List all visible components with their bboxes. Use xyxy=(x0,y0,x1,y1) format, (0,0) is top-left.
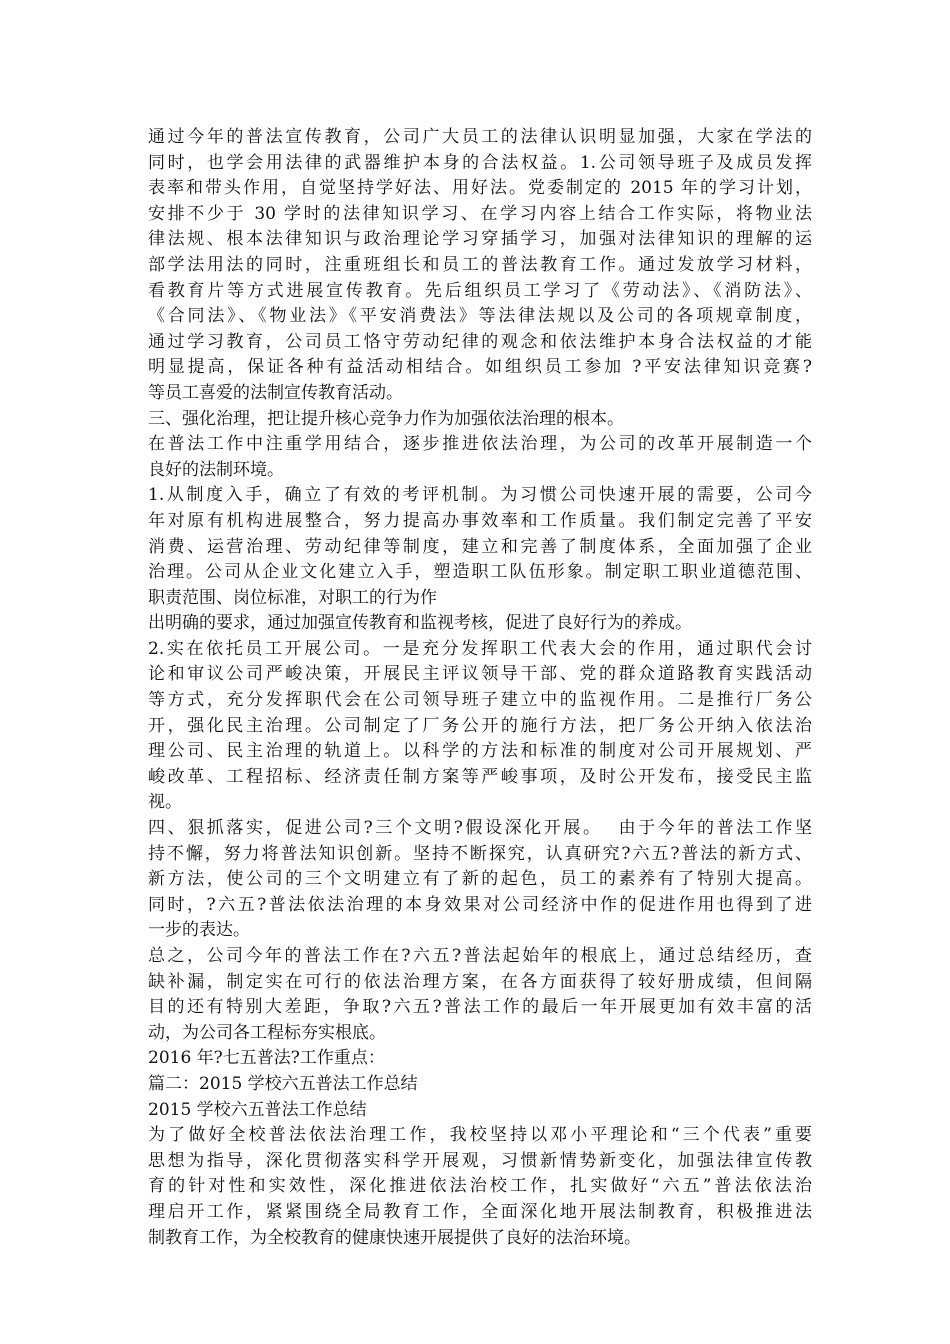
text-line: 三、强化治理，把让提升核心竞争力作为加强依法治理的根本。 xyxy=(148,408,624,429)
text-line: 1.从制度入手，确立了有效的考评机制。为习惯公司快速开展的需要，公司今 xyxy=(148,485,812,506)
text-line: 2016 年?七五普法?工作重点： xyxy=(148,1048,385,1069)
text-line: 篇二：2015 学校六五普法工作总结 xyxy=(148,1073,418,1094)
text-line: 视。 xyxy=(148,792,182,813)
text-line: 等方式，充分发挥职代会在公司领导班子建立中的监视作用。二是推行厂务公 xyxy=(148,690,812,711)
text-line: 《合同法》、《物业法》《平安消费法》等法律法规以及公司的各项规章制度， xyxy=(148,306,812,327)
text-line: 职责范围、岗位标准，对职工的行为作 xyxy=(148,587,437,608)
text-line: 律法规、根本法律知识与政治理论学习穿插学习，加强对法律知识的理解的运 xyxy=(148,229,812,250)
text-line: 育的针对性和实效性，深化推进依法治校工作，扎实做好“六五”普法依法治 xyxy=(148,1176,812,1197)
text-line: 表率和带头作用，自觉坚持学好法、用好法。党委制定的 2015 年的学习计划， xyxy=(148,178,812,199)
text-line: 制教育工作，为全校教育的健康快速开展提供了良好的法治环境。 xyxy=(148,1227,641,1248)
text-line: 开，强化民主治理。公司制定了厂务公开的施行方法，把厂务公开纳入依法治 xyxy=(148,715,812,736)
text-line: 四、狠抓落实，促进公司?三个文明?假设深化开展。 由于今年的普法工作坚 xyxy=(148,818,812,839)
text-line: 同时，也学会用法律的武器维护本身的合法权益。1.公司领导班子及成员发挥 xyxy=(148,152,812,173)
text-line: 明显提高，保证各种有益活动相结合。如组织员工参加 ?平安法律知识竞赛? xyxy=(148,357,812,378)
text-line: 出明确的要求，通过加强宣传教育和监视考核，促进了良好行为的养成。 xyxy=(148,613,692,634)
text-line: 峻改革、工程招标、经济责任制方案等严峻事项，及时公开发布，接受民主监 xyxy=(148,766,812,787)
text-line: 理启开工作，紧紧围绕全局教育工作，全面深化地开展法制教育，积极推进法 xyxy=(148,1201,812,1222)
text-line: 看教育片等方式进展宣传教育。先后组织员工学习了《劳动法》、《消防法》、 xyxy=(148,280,812,301)
text-line: 在普法工作中注重学用结合，逐步推进依法治理，为公司的改革开展制造一个 xyxy=(148,434,812,455)
text-line: 年对原有机构进展整合，努力提高办事效率和工作质量。我们制定完善了平安 xyxy=(148,510,812,531)
text-line: 2015 学校六五普法工作总结 xyxy=(148,1099,367,1120)
text-line: 论和审议公司严峻决策，开展民主评议领导干部、党的群众道路教育实践活动 xyxy=(148,664,812,685)
text-line: 一步的表达。 xyxy=(148,920,250,941)
text-line: 目的还有特别大差距，争取?六五?普法工作的最后一年开展更加有效丰富的活 xyxy=(148,997,812,1018)
text-line: 2.实在依托员工开展公司。一是充分发挥职工代表大会的作用，通过职代会讨 xyxy=(148,638,812,659)
text-line: 思想为指导，深化贯彻落实科学开展观，习惯新情势新变化，加强法律宣传教 xyxy=(148,1150,812,1171)
text-line: 等员工喜爱的法制宣传教育活动。 xyxy=(148,382,403,403)
text-line: 理公司、民主治理的轨道上。以科学的方法和标准的制度对公司开展规划、严 xyxy=(148,741,812,762)
text-line: 治理。公司从企业文化建立入手，塑造职工队伍形象。制定职工职业道德范围、 xyxy=(148,562,812,583)
text-line: 消费、运营治理、劳动纪律等制度，建立和完善了制度体系，全面加强了企业 xyxy=(148,536,812,557)
text-line: 同时，?六五?普法依法治理的本身效果对公司经济中作的促进作用也得到了进 xyxy=(148,894,812,915)
document-body xyxy=(148,125,812,1251)
text-line: 安排不少于 30 学时的法律知识学习、在学习内容上结合工作实际，将物业法 xyxy=(148,203,812,224)
text-line: 通过今年的普法宣传教育，公司广大员工的法律认识明显加强，大家在学法的 xyxy=(148,127,812,147)
text-line: 新方法，使公司的三个文明建立有了新的起色，员工的素养有了特别大提高。 xyxy=(148,869,812,890)
text-line: 持不懈，努力将普法知识创新。坚持不断探究，认真研究?六五?普法的新方式、 xyxy=(148,843,812,864)
text-line: 缺补漏，制定实在可行的依法治理方案，在各方面获得了较好册成绩，但间隔 xyxy=(148,971,812,992)
text-line: 总之，公司今年的普法工作在?六五?普法起始年的根底上，通过总结经历，查 xyxy=(148,946,812,966)
text-line: 部学法用法的同时，注重班组长和员工的普法教育工作。通过发放学习材料， xyxy=(148,254,812,275)
text-line: 良好的法制环境。 xyxy=(148,459,284,480)
text-line: 为了做好全校普法依法治理工作，我校坚持以邓小平理论和“三个代表”重要 xyxy=(148,1125,812,1146)
text-line: 通过学习教育，公司员工恪守劳动纪律的观念和依法维护本身合法权益的才能 xyxy=(148,331,812,352)
text-line: 动，为公司各工程标夯实根底。 xyxy=(148,1022,386,1043)
